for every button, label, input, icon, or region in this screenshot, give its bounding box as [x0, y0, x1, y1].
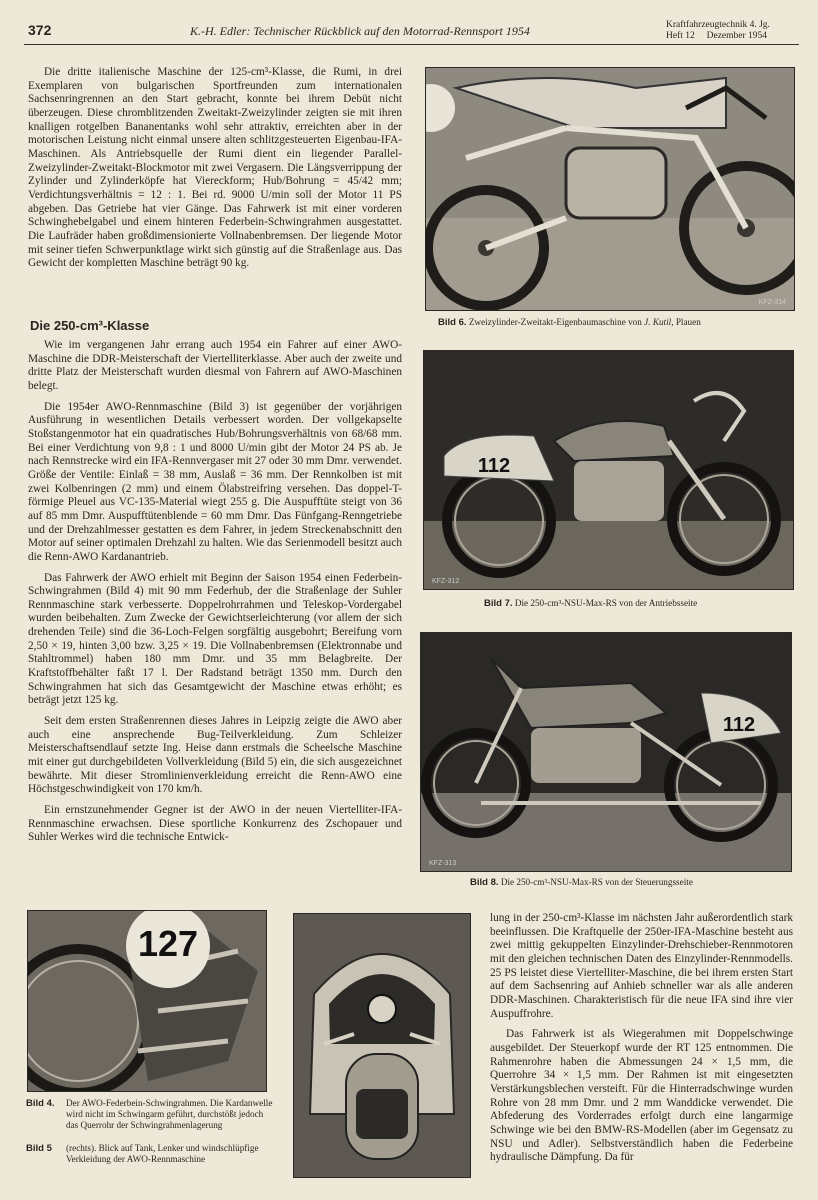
caption-bild4-row: [26, 1098, 276, 1131]
caption-bild6: [438, 317, 798, 328]
paragraph: Das Fahrwerk der AWO erhielt mit Beginn der Saison 1954 einen Federbein-Schwingrahmen (Bild 4) mit 90 mm Federhub, der die Straßenlage der Suhler Rennmaschine stark verbesserte. Doppelrohrrahmen und Teleskop-Vordergabel wurden beibehalten. Zum Zwecke der Gewichtserleichterung (vor allem der sich drehenden Teile) sind die 36-Loch-Felgen sorgfältig ausgebohrt; Bereifung vorn 2,50 × 19, hinten 3,00 bzw. 3,25 × 19. Die Vollnabenbremsen (Elektronnabe und Stahltrommel) haben 180 mm Dmr. und 35 mm Belagbreite. Der Kraftstoffbehälter faßt 17 l. Der Radstand beträgt 1350 mm. Durch den Schwingrahmen hat sich das Gesamtgewicht der Maschine etwas erhöht; es beträgt jetzt 125 kg.: [28, 571, 402, 707]
paragraph: Wie im vergangenen Jahr errang auch 1954 ein Fahrer auf einer AWO-Maschine die DDR-Meisterschaft der Viertelliterklasse. Aber auch der zweite und dritte Platz der Meisterschaft wurden diesmal von Fahrern auf AWO-Maschinen belegt.: [28, 339, 402, 392]
header-rule: [24, 44, 799, 45]
paragraph: Seit dem ersten Straßenrennen dieses Jahres in Leipzig zeigte die AWO aber auch eine ansprechende Bug-Teilverkleidung. Zum Schleizer Meisterschaftsendlauf setzte Ing. Heise dann erstmals die Scheelsche Maschine mit einer gut durchgebildeten Vollverkleidung (Bild 5) ein, die sich ausgezeichnet bewährte. Mit dieser Stromlinienverkleidung erreicht die Renn-AWO eine Höchstgeschwindigkeit von 170 km/h.: [28, 715, 402, 796]
photo-stamp: KFZ-313: [429, 860, 457, 867]
caption-label: Bild 8.: [470, 877, 499, 888]
caption-text: Die 250-cm³-NSU-Max-RS von der Antriebsseite: [514, 598, 698, 608]
photo-stamp: KFZ-314: [758, 299, 786, 306]
race-number: 112: [477, 454, 511, 477]
caption-label: Bild 4.: [26, 1098, 55, 1109]
journal-line-2: Heft 12 Dezember 1954: [666, 31, 768, 41]
caption-label: Bild 7.: [484, 598, 513, 609]
motorcycle-illustration: [421, 633, 791, 871]
photo-stamp: KFZ-312: [432, 578, 460, 585]
fairing-illustration: [294, 914, 470, 1177]
caption-place: , Plauen: [671, 317, 701, 327]
column-right-bottom: [490, 912, 793, 1165]
caption-label: Bild 5: [26, 1143, 52, 1154]
paragraph: Die 1954er AWO-Rennmaschine (Bild 3) ist gegenüber der vorjährigen Ausführung in wesentlichen Details verbessert worden. Der vollgekapselte Stoßstangenmotor hat ein quadratisches Hub/Bohrungsverhältnis von 68/68 mm. Bei einer Verdichtung von 9,8 : 1 und 8000 U/min gibt der Motor 24 PS ab. Je nach Rennstrecke wird ein IFA-Rennvergaser mit 27 oder 30 mm Dmr. verwendet. Größe der Ventile: Einlaß = 38 mm, Auslaß = 36 mm. Der Rennkolben ist mit zwei Kolbenringen (2 mm) und einem Ölabstreifring versehen. Das doppel-T-förmige Pleuel aus VC-135-Material wiegt 255 g. Die Auspufftüte steigt von 36 auf 85 mm Dmr. Auspufftütenblende = 60 mm Dmr. Das Fünfgang-Renngetriebe und der Drehzahlmesser gestatten es dem Fahrer, in jedem Streckenabschnitt den Motor auf seiner optimalen Drehzahl zu halten. Wie das Serienmodell besitzt auch die Renn-AWO Kardanantrieb.: [28, 400, 402, 563]
motorcycle-illustration: [426, 68, 794, 310]
caption-text: Die 250-cm³-NSU-Max-RS von der Steuerungsseite: [500, 877, 693, 887]
journal-line-1: Kraftfahrzeugtechnik 4. Jg.: [666, 20, 770, 30]
caption-text: Der AWO-Federbein-Schwingrahmen. Die Kardanwelle wird nicht im Schwingarm geführt, durchstößt jedoch das Querrohr der Schwingrahmenlagerung: [66, 1098, 273, 1130]
column-left-body: [28, 339, 402, 845]
figure-photo-bild6: [425, 67, 795, 311]
column-left-top: [28, 66, 402, 271]
caption-label: Bild 6.: [438, 317, 467, 328]
caption-bild4: [26, 1098, 276, 1131]
race-number: 112: [722, 713, 756, 736]
caption-bild7: [484, 598, 804, 609]
figure-photo-bild7: [423, 350, 794, 590]
race-number: 127: [137, 923, 199, 964]
paragraph-intro: Die dritte italienische Maschine der 125-cm³-Klasse, die Rumi, in drei Exemplaren von bulgarischen Sportfreunden zum internationalen Sachsenringrennen an den Start gebracht, konnte bei ihrem Debüt nicht überzeugen. Diese chromblitzenden Zweitakt-Zweizylinder zeigten sie mit ihren knalligen rotgelben Bananentanks wohl sehr attraktiv, erreichten aber in der motorischen Leistung nicht einmal unsere alten schlitzgesteuerten Eigenbau-IFA-Maschinen. Als Antriebsquelle der Rumi dient ein liegender Parallel-Zweizylinder-Zweitakt-Blockmotor mit zwei Vergasern. Die Längsverrippung der Zylinder und Zylinderköpfe hat Viereckform; Hub/Bohrung = 45/42 mm; Verdichtungsverhältnis = 12 : 1. Bei rd. 9000 U/min soll der Motor 11 PS abgeben. Das Getriebe hat vier Gänge. Das Fahrwerk ist mit einer vorderen Schwinghebelgabel und einem hinteren Federbein-Schwingrahmen ausgestattet. Die Laufräder haben großdimensionierte Vollnabenbremsen. Der liegende Motor mit seiner tiefen Schwerpunktlage wirkt sich günstig auf die Straßenlage aus. Das Gewicht der kompletten Maschine beträgt 90 kg.: [28, 66, 402, 270]
page-number: 372: [28, 22, 52, 38]
section-heading: Die 250-cm³-Klasse: [30, 318, 150, 333]
caption-bild8: [470, 877, 800, 888]
caption-bild5-row: [26, 1143, 276, 1165]
journal-info: [666, 20, 770, 42]
caption-bild5: [26, 1143, 276, 1165]
paragraph: Das Fahrwerk ist als Wiegerahmen mit Doppelschwinge ausgebildet. Der Steuerkopf wurde der RT 125 entnommen. Die Rahmenrohre haben die Abmessungen 24 × 1,5 mm, die Querrohre 34 × 1,5 mm. Der Rahmen ist mit eingesetzten Verstärkungsblechen versteift. Für die Hinterradschwinge wurden Rohre von 28 mm Dmr. und 2 mm Wanddicke verwendet. Die Abfederung des Vorderrades erfolgt durch eine langarmige Schwinge wie bei den BMW-RS-Modellen (aber im Gegensatz zu NSU und Adler). Selbstverständlich haben die Federbeine hydraulische Dämpfung. Da für: [490, 1028, 793, 1164]
paragraph: Ein ernstzunehmender Gegner ist der AWO in der neuen Viertelliter-IFA-Rennmaschine erwachsen. Diese sportliche Konkurrenz des Zschopauer und Suhler Werkes wird die technische Entwick-: [28, 804, 402, 844]
caption-author: J. Kutil: [644, 317, 672, 327]
figure-photo-bild8: [420, 632, 792, 872]
running-title: K.-H. Edler: Technischer Rückblick auf den Motorrad-Rennsport 1954: [190, 24, 530, 38]
caption-text: (rechts). Blick auf Tank, Lenker und windschlüpfige Verkleidung der AWO-Rennmaschine: [66, 1143, 259, 1164]
caption-text: Zweizylinder-Zweitakt-Eigenbaumaschine von: [468, 317, 642, 327]
figure-photo-bild5: [293, 913, 471, 1178]
figure-photo-bild4: [27, 910, 267, 1092]
paragraph-continued: lung in der 250-cm³-Klasse im nächsten Jahr außerordentlich stark beeinflussen. Die Kraftquelle der 250er-IFA-Maschine besteht aus zwei mittig gekuppelten Einzylinder-Drehschieber-Rennmotoren mit den gleichen technischen Daten des Einzylinder-Rennmodells. 25 PS leistet diese Viertelliter-Maschine, die bei ihrem ersten Start auf dem Sachsenring auf Anhieb schneller war als alle anderen DDR-Maschinen. Charakteristisch für die neue IFA sind ihre vier Auspuffrohre.: [490, 912, 793, 1020]
